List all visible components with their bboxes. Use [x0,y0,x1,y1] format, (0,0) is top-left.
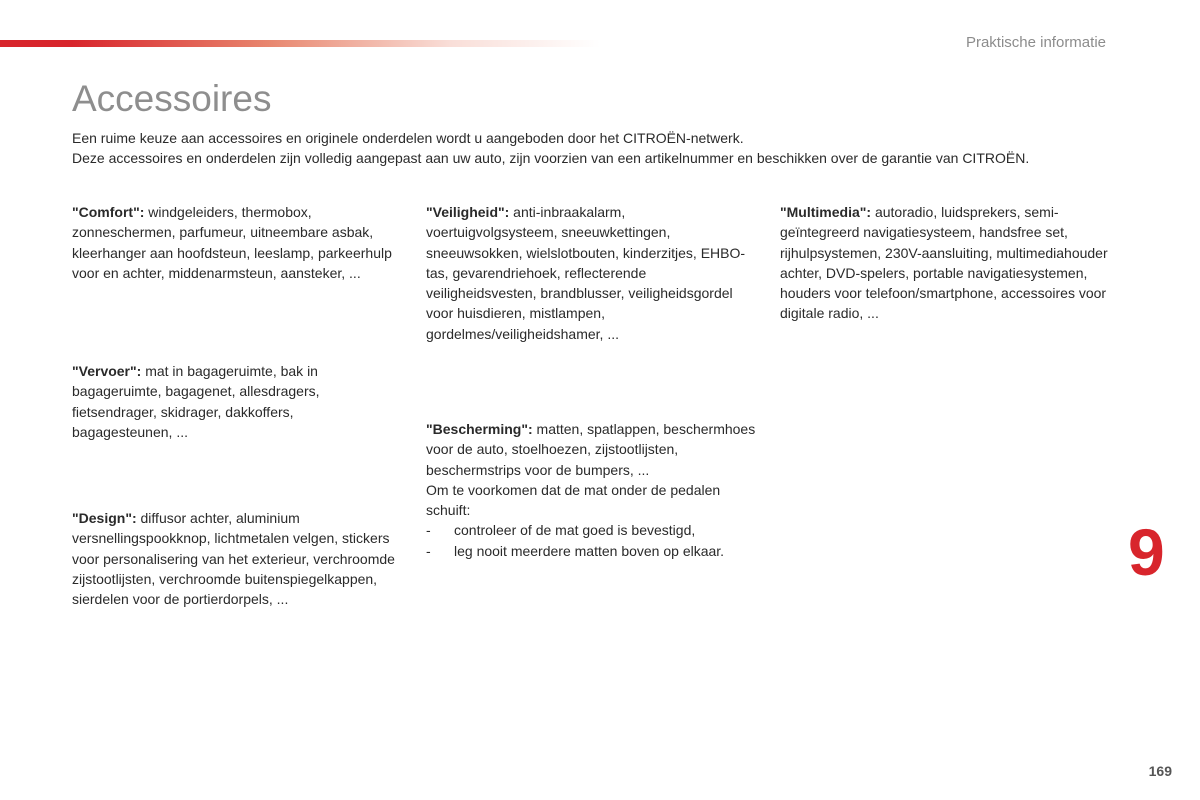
bescherming-text: matten, spatlappen, beschermhoes voor de auto, stoelhoezen, zijstootlijsten, beschermstrips voor de bumpers, ... [426,421,756,478]
multimedia-label: "Multimedia": [780,204,872,220]
comfort-block [72,202,402,283]
comfort-label: "Comfort": [72,204,145,220]
veiligheid-block [426,202,756,344]
section-title: Praktische informatie [965,34,1106,51]
design-text: diffusor achter, aluminium versnellingspookknop, lichtmetalen velgen, stickers voor personalisering van het exterieur, verchroomde zijstootlijsten, verchroomde buitenspiegelkappen, sierdelen voor de portierdorpels, ... [72,510,395,608]
multimedia-block [780,202,1110,324]
chapter-number: 9 [1128,515,1165,589]
intro-paragraph-1: Een ruime keuze aan accessoires en originele onderdelen wordt u aangeboden door het CITROËN-netwerk. [72,130,744,146]
intro-text [72,128,1062,168]
intro-paragraph-2: Deze accessoires en onderdelen zijn volledig aangepast aan uw auto, zijn voorzien van een artikelnummer en beschikken over de garantie van CITROËN. [72,150,1030,166]
page-title: Accessoires [72,78,272,119]
bescherming-label: "Bescherming": [426,421,533,437]
comfort-text: windgeleiders, thermobox, zonneschermen, parfumeur, uitneembare asbak, kleerhanger aan hoofdsteun, leeslamp, parkeerhulp voor en achter, middenarmsteun, aansteker, ... [72,204,392,281]
vervoer-block [72,361,372,442]
design-label: "Design": [72,510,137,526]
bescherming-note: Om te voorkomen dat de mat onder de pedalen schuift: [426,481,721,519]
header-accent-bar [0,40,600,47]
bescherming-block [426,419,756,561]
list-item: - controleer of de mat goed is bevestigd, [426,522,696,539]
page-number: 169 [1148,763,1172,779]
veiligheid-label: "Veiligheid": [426,204,510,220]
design-block [72,508,402,609]
list-item: - leg nooit meerdere matten boven op elkaar. [426,542,725,559]
vervoer-text: mat in bagageruimte, bak in bagageruimte, bagagenet, allesdragers, fietsendrager, skidrager, dakkoffers, bagagesteunen, ... [72,363,320,440]
veiligheid-text: anti-inbraakalarm, voertuigvolgsysteem, sneeuwkettingen, sneeuwsokken, wielslotbouten, kinderzitjes, EHBO-tas, gevarendriehoek, reflecterende veiligheidsvesten, brandblusser, veiligheidsgordel voor huisdieren, mistlampen, gordelmes/veiligheidshamer, ... [426,204,746,342]
vervoer-label: "Vervoer": [72,363,142,379]
multimedia-text: autoradio, luidsprekers, semi-geïntegreerd navigatiesysteem, handsfree set, rijhulpsystemen, 230V-aansluiting, multimediahouder achter, DVD-spelers, portable navigatiesystemen, houders voor telefoon/smartphone, accessoires voor digitale radio, ... [780,204,1108,322]
bescherming-list [426,520,756,561]
